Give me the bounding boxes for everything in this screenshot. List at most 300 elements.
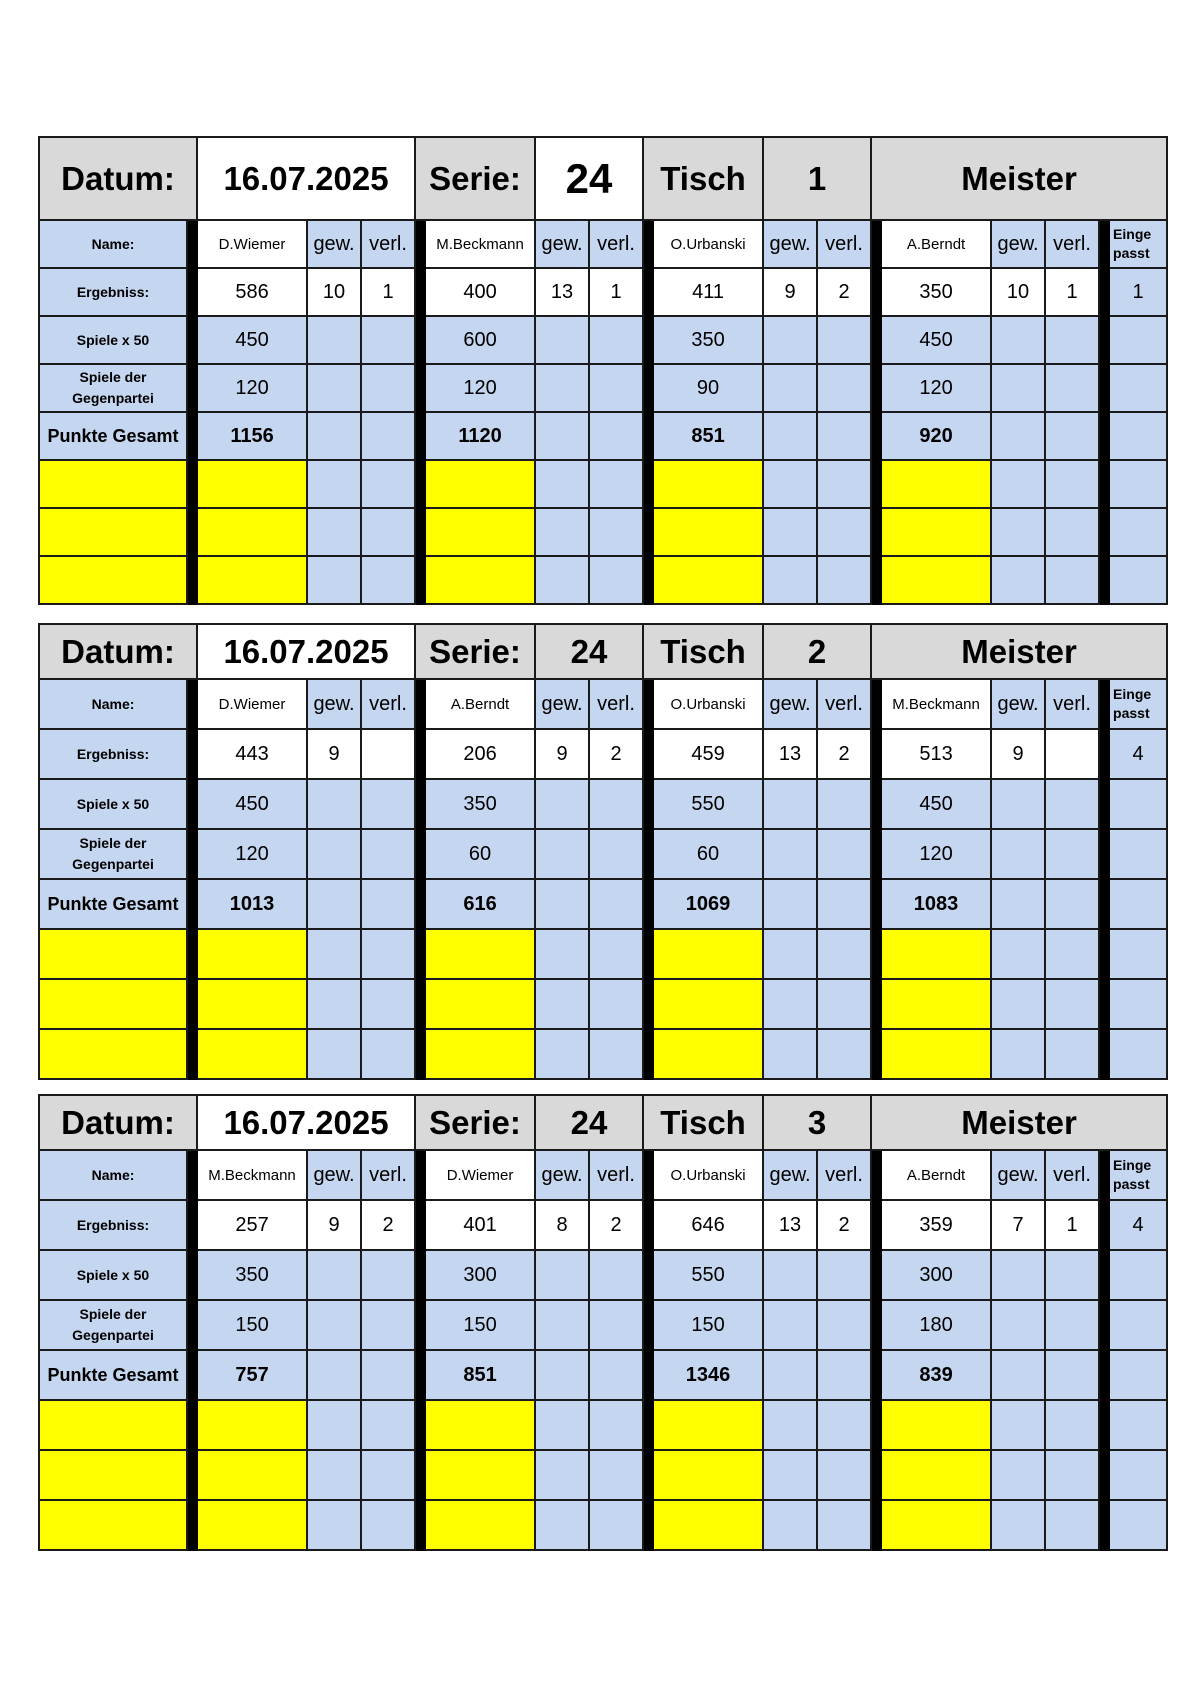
empty-cell	[1109, 412, 1167, 460]
gesamt-row	[39, 879, 1167, 929]
empty-cell	[763, 1500, 817, 1550]
spiele50-value: 350	[425, 779, 535, 829]
empty-cell	[991, 879, 1045, 929]
datum-label: Datum:	[39, 624, 197, 679]
blank-value-cell	[425, 556, 535, 604]
datum-label: Datum:	[39, 1095, 197, 1150]
empty-cell	[991, 1400, 1045, 1450]
gegen-value: 120	[881, 829, 991, 879]
gew-label: gew.	[535, 679, 589, 729]
column-separator	[871, 829, 881, 879]
column-separator	[643, 1150, 653, 1200]
empty-cell	[817, 316, 871, 364]
blank-label-cell	[39, 508, 187, 556]
column-separator	[643, 1300, 653, 1350]
column-separator	[871, 1150, 881, 1200]
gegen-row	[39, 364, 1167, 412]
empty-cell	[307, 879, 361, 929]
column-separator	[871, 779, 881, 829]
column-separator	[643, 1029, 653, 1079]
empty-cell	[535, 829, 589, 879]
empty-cell	[535, 1400, 589, 1450]
blank-row	[39, 979, 1167, 1029]
empty-cell	[763, 364, 817, 412]
empty-cell	[535, 412, 589, 460]
gegen-value: 150	[197, 1300, 307, 1350]
empty-cell	[361, 779, 415, 829]
empty-cell	[817, 929, 871, 979]
empty-cell	[763, 508, 817, 556]
blank-label-cell	[39, 1400, 187, 1450]
gew-value: 13	[535, 268, 589, 316]
empty-cell	[991, 460, 1045, 508]
empty-cell	[1045, 460, 1099, 508]
player-name: M.Beckmann	[425, 220, 535, 268]
gew-value: 9	[991, 729, 1045, 779]
gesamt-row-label: Punkte Gesamt	[39, 879, 187, 929]
column-separator	[1099, 979, 1109, 1029]
column-separator	[415, 1300, 425, 1350]
empty-cell	[589, 1400, 643, 1450]
spiele50-row	[39, 316, 1167, 364]
ergebnis-row	[39, 729, 1167, 779]
empty-cell	[763, 1400, 817, 1450]
column-separator	[187, 412, 197, 460]
empty-cell	[307, 460, 361, 508]
column-separator	[415, 1200, 425, 1250]
spiele50-value: 550	[653, 1250, 763, 1300]
empty-cell	[361, 364, 415, 412]
verl-label: verl.	[589, 1150, 643, 1200]
gew-label: gew.	[535, 1150, 589, 1200]
column-separator	[187, 1150, 197, 1200]
blank-value-cell	[197, 979, 307, 1029]
meister-label: Meister	[871, 137, 1167, 220]
blank-row	[39, 556, 1167, 604]
column-separator	[415, 829, 425, 879]
column-separator	[1099, 316, 1109, 364]
gew-label: gew.	[991, 220, 1045, 268]
column-separator	[187, 268, 197, 316]
column-separator	[1099, 879, 1109, 929]
gesamt-value: 920	[881, 412, 991, 460]
column-separator	[1099, 1200, 1109, 1250]
empty-cell	[589, 556, 643, 604]
gegen-row	[39, 829, 1167, 879]
ergebnis-value: 513	[881, 729, 991, 779]
player-name: O.Urbanski	[653, 1150, 763, 1200]
empty-cell	[1109, 364, 1167, 412]
blank-value-cell	[197, 508, 307, 556]
column-separator	[187, 364, 197, 412]
empty-cell	[307, 1300, 361, 1350]
column-separator	[415, 729, 425, 779]
column-separator	[871, 979, 881, 1029]
meister-label: Meister	[871, 624, 1167, 679]
column-separator	[871, 1450, 881, 1500]
empty-cell	[307, 1350, 361, 1400]
gew-value: 9	[763, 268, 817, 316]
column-separator	[643, 679, 653, 729]
column-separator	[1099, 1250, 1109, 1300]
empty-cell	[1109, 879, 1167, 929]
ergebnis-row	[39, 268, 1167, 316]
column-separator	[1099, 929, 1109, 979]
column-separator	[1099, 779, 1109, 829]
gegen-row-label: Spiele der Gegenpartei	[39, 1300, 187, 1350]
gew-value: 9	[307, 729, 361, 779]
gegen-value: 90	[653, 364, 763, 412]
column-separator	[415, 979, 425, 1029]
gew-label: gew.	[991, 679, 1045, 729]
column-separator	[187, 879, 197, 929]
verl-value: 2	[361, 1200, 415, 1250]
column-separator	[187, 1250, 197, 1300]
column-separator	[871, 1350, 881, 1400]
column-separator	[187, 316, 197, 364]
column-separator	[1099, 220, 1109, 268]
empty-cell	[991, 779, 1045, 829]
empty-cell	[361, 979, 415, 1029]
empty-cell	[991, 929, 1045, 979]
column-separator	[187, 1350, 197, 1400]
gegen-value: 150	[653, 1300, 763, 1350]
gegen-value: 120	[197, 364, 307, 412]
empty-cell	[817, 879, 871, 929]
score-table-2	[38, 623, 1168, 1080]
empty-cell	[589, 879, 643, 929]
column-separator	[187, 220, 197, 268]
empty-cell	[1109, 1350, 1167, 1400]
column-separator	[871, 412, 881, 460]
gew-label: gew.	[307, 1150, 361, 1200]
empty-cell	[1109, 1250, 1167, 1300]
column-separator	[643, 729, 653, 779]
empty-cell	[535, 1029, 589, 1079]
empty-cell	[361, 1300, 415, 1350]
gesamt-row	[39, 412, 1167, 460]
empty-cell	[535, 1450, 589, 1500]
empty-cell	[361, 412, 415, 460]
empty-cell	[1045, 364, 1099, 412]
blank-value-cell	[881, 1400, 991, 1450]
blank-row	[39, 1500, 1167, 1550]
spiele50-row-label: Spiele x 50	[39, 779, 187, 829]
blank-row	[39, 508, 1167, 556]
gew-label: gew.	[763, 1150, 817, 1200]
gew-label: gew.	[535, 220, 589, 268]
score-table-3	[38, 1094, 1168, 1551]
column-separator	[187, 1300, 197, 1350]
column-separator	[415, 556, 425, 604]
column-separator	[643, 1450, 653, 1500]
gegen-row	[39, 1300, 1167, 1350]
empty-cell	[589, 412, 643, 460]
column-separator	[1099, 556, 1109, 604]
empty-cell	[361, 1250, 415, 1300]
empty-cell	[1109, 1500, 1167, 1550]
verl-value: 2	[589, 729, 643, 779]
score-table-1	[38, 136, 1168, 605]
empty-cell	[1045, 929, 1099, 979]
empty-cell	[1109, 779, 1167, 829]
column-separator	[1099, 460, 1109, 508]
column-separator	[187, 556, 197, 604]
column-separator	[1099, 729, 1109, 779]
verl-label: verl.	[1045, 1150, 1099, 1200]
verl-label: verl.	[589, 220, 643, 268]
blank-value-cell	[881, 979, 991, 1029]
player-name: M.Beckmann	[197, 1150, 307, 1200]
column-separator	[415, 1500, 425, 1550]
column-separator	[643, 460, 653, 508]
column-separator	[187, 508, 197, 556]
blank-label-cell	[39, 979, 187, 1029]
empty-cell	[361, 460, 415, 508]
gew-value: 10	[991, 268, 1045, 316]
empty-cell	[1045, 508, 1099, 556]
player-name: M.Beckmann	[881, 679, 991, 729]
gegen-value: 120	[197, 829, 307, 879]
empty-cell	[361, 1500, 415, 1550]
empty-cell	[1045, 1300, 1099, 1350]
empty-cell	[361, 1350, 415, 1400]
name-row	[39, 1150, 1167, 1200]
column-separator	[187, 1450, 197, 1500]
ergebnis-value: 586	[197, 268, 307, 316]
serie-value: 24	[535, 624, 643, 679]
column-separator	[415, 268, 425, 316]
column-separator	[415, 220, 425, 268]
empty-cell	[1109, 1300, 1167, 1350]
empty-cell	[1045, 1350, 1099, 1400]
column-separator	[187, 1200, 197, 1250]
spiele50-value: 300	[881, 1250, 991, 1300]
column-separator	[1099, 268, 1109, 316]
empty-cell	[361, 879, 415, 929]
gegen-row-label: Spiele der Gegenpartei	[39, 829, 187, 879]
datum-value: 16.07.2025	[197, 1095, 415, 1150]
empty-cell	[535, 1300, 589, 1350]
empty-cell	[307, 929, 361, 979]
gegen-value: 60	[425, 829, 535, 879]
empty-cell	[991, 556, 1045, 604]
column-separator	[871, 460, 881, 508]
empty-cell	[817, 1400, 871, 1450]
empty-cell	[1109, 979, 1167, 1029]
name-row	[39, 220, 1167, 268]
blank-value-cell	[425, 979, 535, 1029]
column-separator	[871, 556, 881, 604]
empty-cell	[589, 460, 643, 508]
empty-cell	[991, 1500, 1045, 1550]
tisch-value: 2	[763, 624, 871, 679]
empty-cell	[361, 1400, 415, 1450]
column-separator	[643, 879, 653, 929]
column-separator	[871, 364, 881, 412]
blank-label-cell	[39, 1450, 187, 1500]
column-separator	[643, 1200, 653, 1250]
blank-value-cell	[197, 556, 307, 604]
empty-cell	[361, 1450, 415, 1500]
tisch-value: 3	[763, 1095, 871, 1150]
column-separator	[1099, 364, 1109, 412]
spiele50-value: 350	[197, 1250, 307, 1300]
player-name: D.Wiemer	[425, 1150, 535, 1200]
verl-label: verl.	[589, 679, 643, 729]
column-separator	[1099, 508, 1109, 556]
gesamt-row-label: Punkte Gesamt	[39, 1350, 187, 1400]
blank-value-cell	[425, 1500, 535, 1550]
empty-cell	[763, 412, 817, 460]
column-separator	[415, 1450, 425, 1500]
empty-cell	[1109, 460, 1167, 508]
verl-label: verl.	[1045, 679, 1099, 729]
column-separator	[415, 679, 425, 729]
verl-label: verl.	[817, 1150, 871, 1200]
column-separator	[643, 316, 653, 364]
column-separator	[187, 1029, 197, 1079]
empty-cell	[763, 1300, 817, 1350]
empty-cell	[589, 1350, 643, 1400]
spiele50-value: 550	[653, 779, 763, 829]
column-separator	[871, 268, 881, 316]
empty-cell	[1045, 1400, 1099, 1450]
empty-cell	[535, 364, 589, 412]
column-separator	[871, 679, 881, 729]
empty-cell	[991, 1250, 1045, 1300]
empty-cell	[817, 779, 871, 829]
empty-cell	[763, 1250, 817, 1300]
empty-cell	[361, 508, 415, 556]
blank-value-cell	[653, 1500, 763, 1550]
empty-cell	[1109, 929, 1167, 979]
column-separator	[871, 508, 881, 556]
empty-cell	[307, 316, 361, 364]
empty-cell	[1045, 556, 1099, 604]
eingepasst-value: 4	[1109, 729, 1167, 779]
column-separator	[415, 412, 425, 460]
blank-value-cell	[197, 1029, 307, 1079]
column-separator	[415, 1250, 425, 1300]
verl-value: 2	[817, 1200, 871, 1250]
column-separator	[187, 779, 197, 829]
verl-value: 2	[817, 268, 871, 316]
empty-cell	[1109, 1029, 1167, 1079]
blank-value-cell	[425, 1029, 535, 1079]
empty-cell	[307, 829, 361, 879]
gegen-value: 120	[881, 364, 991, 412]
empty-cell	[307, 1250, 361, 1300]
empty-cell	[1109, 1400, 1167, 1450]
empty-cell	[1045, 1450, 1099, 1500]
serie-value: 24	[535, 137, 643, 220]
gew-value: 9	[307, 1200, 361, 1250]
gesamt-value: 851	[425, 1350, 535, 1400]
verl-value: 2	[589, 1200, 643, 1250]
player-name: O.Urbanski	[653, 679, 763, 729]
verl-label: verl.	[361, 679, 415, 729]
tisch-label: Tisch	[643, 137, 763, 220]
gesamt-value: 839	[881, 1350, 991, 1400]
blank-label-cell	[39, 1500, 187, 1550]
eingepasst-label: Einge passt	[1109, 679, 1167, 729]
column-separator	[643, 508, 653, 556]
empty-cell	[307, 508, 361, 556]
empty-cell	[589, 1500, 643, 1550]
column-separator	[871, 879, 881, 929]
empty-cell	[817, 1029, 871, 1079]
empty-cell	[535, 316, 589, 364]
blank-label-cell	[39, 1029, 187, 1079]
column-separator	[643, 412, 653, 460]
gew-label: gew.	[991, 1150, 1045, 1200]
gew-value: 9	[535, 729, 589, 779]
gesamt-row-label: Punkte Gesamt	[39, 412, 187, 460]
empty-cell	[589, 929, 643, 979]
gew-value: 7	[991, 1200, 1045, 1250]
gew-value: 13	[763, 729, 817, 779]
column-separator	[643, 1500, 653, 1550]
verl-value: 1	[589, 268, 643, 316]
spiele50-value: 350	[653, 316, 763, 364]
blank-label-cell	[39, 929, 187, 979]
column-separator	[871, 1200, 881, 1250]
spiele50-value: 600	[425, 316, 535, 364]
gesamt-value: 1120	[425, 412, 535, 460]
serie-label: Serie:	[415, 137, 535, 220]
column-separator	[415, 779, 425, 829]
empty-cell	[307, 364, 361, 412]
tisch-label: Tisch	[643, 624, 763, 679]
blank-value-cell	[881, 1450, 991, 1500]
blank-value-cell	[881, 508, 991, 556]
column-separator	[871, 729, 881, 779]
player-name: D.Wiemer	[197, 220, 307, 268]
column-separator	[871, 1250, 881, 1300]
gew-value: 8	[535, 1200, 589, 1250]
gesamt-value: 1346	[653, 1350, 763, 1400]
empty-cell	[763, 556, 817, 604]
verl-value	[1045, 729, 1099, 779]
empty-cell	[361, 556, 415, 604]
empty-cell	[1109, 829, 1167, 879]
verl-label: verl.	[817, 679, 871, 729]
column-separator	[643, 268, 653, 316]
eingepasst-value: 4	[1109, 1200, 1167, 1250]
empty-cell	[307, 412, 361, 460]
empty-cell	[307, 779, 361, 829]
gegen-value: 120	[425, 364, 535, 412]
empty-cell	[361, 929, 415, 979]
empty-cell	[1109, 316, 1167, 364]
player-name: D.Wiemer	[197, 679, 307, 729]
gesamt-value: 1013	[197, 879, 307, 929]
blank-value-cell	[881, 1500, 991, 1550]
verl-label: verl.	[1045, 220, 1099, 268]
spiele50-value: 300	[425, 1250, 535, 1300]
empty-cell	[589, 1450, 643, 1500]
empty-cell	[991, 829, 1045, 879]
blank-value-cell	[653, 979, 763, 1029]
column-separator	[871, 1400, 881, 1450]
empty-cell	[817, 1450, 871, 1500]
verl-label: verl.	[361, 1150, 415, 1200]
blank-value-cell	[197, 929, 307, 979]
name-row-label: Name:	[39, 220, 187, 268]
gegen-value: 150	[425, 1300, 535, 1350]
empty-cell	[535, 1350, 589, 1400]
